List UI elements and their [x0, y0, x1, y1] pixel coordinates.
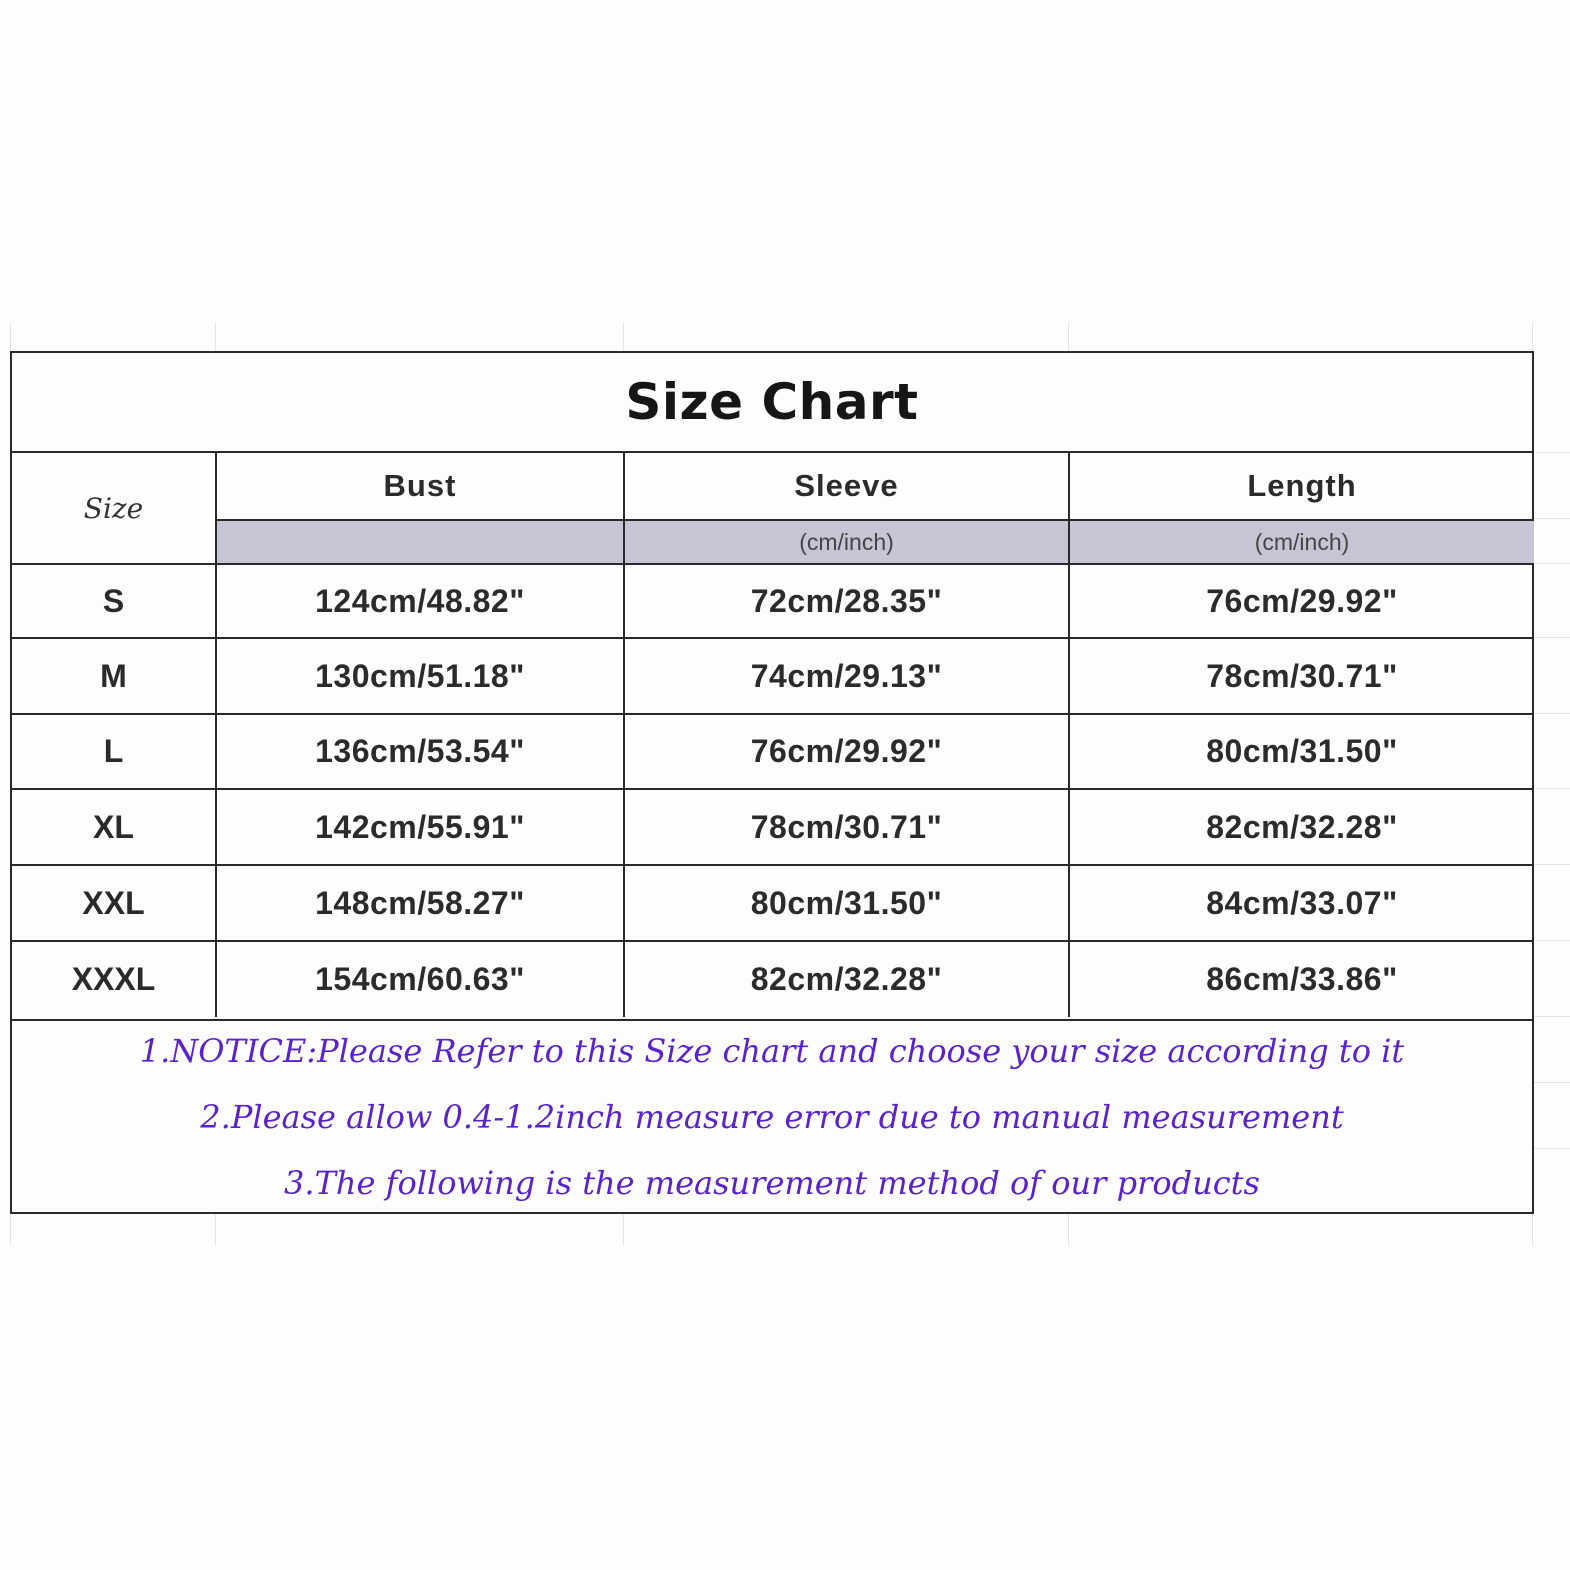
bust-cell: 142cm/55.91": [315, 808, 525, 845]
chart-title: Size Chart: [625, 373, 919, 431]
size-cell: M: [100, 657, 127, 694]
size-column-header: Size: [83, 491, 144, 525]
length-cell: 84cm/33.07": [1206, 884, 1398, 921]
notes-section: [12, 1019, 1532, 1212]
size-chart-table: [10, 351, 1534, 1214]
size-cell: XL: [93, 808, 134, 845]
grid-line: [1534, 1016, 1570, 1017]
length-cell: 86cm/33.86": [1206, 961, 1398, 997]
sleeve-cell: 76cm/29.92": [750, 733, 943, 769]
bust-cell: 148cm/58.27": [315, 884, 525, 921]
length-cell: 78cm/30.71": [1206, 657, 1398, 694]
bust-column-header: Bust: [383, 468, 457, 503]
length-unit-label: (cm/inch): [1254, 528, 1350, 555]
sleeve-column-header: Sleeve: [794, 468, 899, 503]
title-row: [12, 353, 1532, 453]
grid-line: [1534, 1148, 1570, 1149]
length-cell: 76cm/29.92": [1206, 582, 1398, 619]
grid-line: [1534, 637, 1570, 638]
grid-line: [1534, 864, 1570, 865]
sleeve-cell: 74cm/29.13": [750, 657, 943, 694]
grid-line: [1534, 1082, 1570, 1083]
grid-line: [1534, 788, 1570, 789]
sleeve-cell: 80cm/31.50": [750, 884, 943, 921]
size-cell: XXL: [82, 884, 145, 921]
length-column-header: Length: [1247, 468, 1357, 503]
grid-line: [1534, 940, 1570, 941]
grid-line: [1534, 563, 1570, 564]
length-cell: 80cm/31.50": [1206, 733, 1398, 769]
note-line: 1.NOTICE:Please Refer to this Size chart and choose your size according to it: [139, 1031, 1405, 1070]
bust-cell: 130cm/51.18": [315, 657, 525, 694]
bust-cell: 124cm/48.82": [315, 582, 525, 619]
bust-cell: 154cm/60.63": [315, 961, 525, 997]
note-line: 2.Please allow 0.4-1.2inch measure error due to manual measurement: [200, 1097, 1344, 1136]
grid-line: [1534, 452, 1570, 453]
sleeve-cell: 78cm/30.71": [750, 808, 943, 845]
size-cell: L: [103, 733, 124, 769]
size-cell: S: [102, 582, 125, 619]
bust-unit-label: [217, 521, 623, 563]
size-cell: XXXL: [71, 961, 156, 997]
grid-line: [1534, 518, 1570, 519]
length-cell: 82cm/32.28": [1206, 808, 1398, 845]
note-line: 3.The following is the measurement method of our products: [284, 1163, 1260, 1202]
grid-line: [1534, 713, 1570, 714]
sleeve-unit-label: (cm/inch): [799, 528, 894, 555]
sleeve-cell: 72cm/28.35": [750, 582, 943, 619]
bust-cell: 136cm/53.54": [315, 733, 525, 769]
sleeve-cell: 82cm/32.28": [750, 961, 943, 997]
